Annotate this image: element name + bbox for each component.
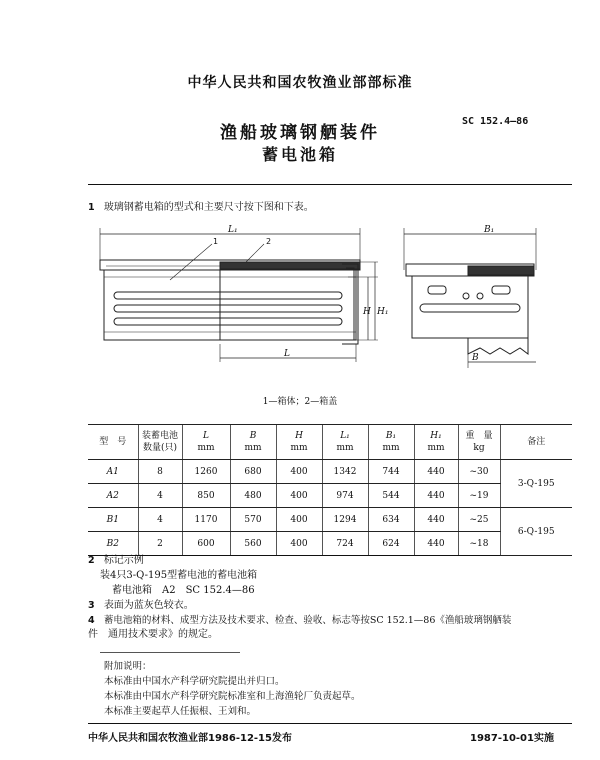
marking-example-line2: 蓄电池箱 A2 SC 152.4—86 [112,585,255,596]
table-header-row [88,425,572,460]
issuing-authority: 中华人民共和国农牧渔业部部标准 [187,75,413,91]
cell-H: 400 [276,484,322,508]
figure-caption: 1—箱体；2—箱盖 [262,397,338,407]
cell-B: 480 [230,484,276,508]
section-1-text: 玻璃钢蓄电箱的型式和主要尺寸按下图和下表。 [103,202,314,213]
side-view [404,228,536,368]
section-2 [88,554,144,568]
dim-label-B1: B₁ [484,225,495,235]
footer-rule [88,723,572,724]
cell-weight: ~30 [458,460,500,484]
cell-L1: 1342 [322,460,368,484]
cell-B: 560 [230,532,276,556]
cell-L1: 974 [322,484,368,508]
table-row [88,460,572,484]
cell-H: 400 [276,508,322,532]
cell-B1: 544 [368,484,414,508]
effective-date: 1987-10-01实施 [470,733,554,744]
header-H1: H₁ mm [414,425,458,460]
cell-model: B1 [88,508,138,532]
section-2-title: 标记示例 [103,555,144,566]
cell-remark: 3-Q-195 [500,460,572,508]
cell-B: 570 [230,508,276,532]
callout-2: 2 [266,237,272,246]
table-row [88,532,572,556]
header-weight: 重 量 kg [458,425,500,460]
cell-qty: 4 [138,508,182,532]
notes-line-3: 本标准主要起草人任振根、王刘和。 [104,706,257,717]
cell-B1: 634 [368,508,414,532]
section-1-number: 1 [88,202,95,213]
callout-1: 1 [213,237,219,246]
notes-title: 附加说明： [104,661,152,672]
standard-number: SC 152.4—86 [462,116,529,127]
cell-model: A2 [88,484,138,508]
section-2-number: 2 [88,555,95,566]
header-L: L mm [182,425,230,460]
header-remark: 备注 [500,425,572,460]
cell-H1: 440 [414,484,458,508]
dim-label-L: L [284,349,290,359]
cell-remark: 6-Q-195 [500,508,572,556]
cell-L: 600 [182,532,230,556]
section-4-number: 4 [88,615,95,626]
section-1 [88,201,314,215]
header-B: B mm [230,425,276,460]
cell-H1: 440 [414,532,458,556]
cell-H: 400 [276,532,322,556]
dim-label-H: H [363,307,371,317]
document-subtitle: 蓄电池箱 [261,145,338,164]
notes-line-1: 本标准由中国水产科学研究院提出并归口。 [104,676,285,687]
section-4-text-line2: 件 通用技术要求》的规定。 [88,629,218,640]
header-H: H mm [276,425,322,460]
notes-rule [100,652,240,653]
battery-box-drawing [88,222,572,388]
cell-model: B2 [88,532,138,556]
cell-H: 400 [276,460,322,484]
cell-qty: 2 [138,532,182,556]
header-rule [88,184,572,185]
section-3-text: 表面为蓝灰色较衣。 [103,600,194,611]
dim-label-L1: L₁ [228,225,238,235]
document-title: 渔船玻璃钢舾装件 [220,123,380,143]
notes-line-2: 本标准由中国水产科学研究院标准室和上海渔轮厂负责起草。 [104,691,361,702]
table-row [88,484,572,508]
cell-L: 1170 [182,508,230,532]
cell-qty: 4 [138,484,182,508]
section-3 [88,599,194,613]
header-L1: L₁ mm [322,425,368,460]
cell-L1: 724 [322,532,368,556]
dim-label-B: B [472,353,479,363]
front-view [100,228,378,362]
cell-weight: ~18 [458,532,500,556]
dim-label-H1: H₁ [377,307,389,317]
cell-model: A1 [88,460,138,484]
cell-B1: 744 [368,460,414,484]
issue-date: 中华人民共和国农牧渔业部1986-12-15发布 [88,733,292,744]
cell-weight: ~25 [458,508,500,532]
header-model: 型 号 [88,425,138,460]
cell-B1: 624 [368,532,414,556]
cell-qty: 8 [138,460,182,484]
section-3-number: 3 [88,600,95,611]
cell-L: 1260 [182,460,230,484]
cell-H1: 440 [414,508,458,532]
header-qty: 装蓄电池 数量(只) [138,425,182,460]
dimensions-table [88,424,572,556]
section-4-text-line1: 蓄电池箱的材料、成型方法及技术要求、检查、验收、标志等按SC 152.1—86《渔船玻璃钢舾装 [103,615,512,626]
cell-weight: ~19 [458,484,500,508]
header-B1: B₁ mm [368,425,414,460]
cell-L1: 1294 [322,508,368,532]
section-4 [88,614,572,628]
cell-H1: 440 [414,460,458,484]
cell-L: 850 [182,484,230,508]
cell-B: 680 [230,460,276,484]
marking-example-line1: 装4只3-Q-195型蓄电池的蓄电池箱 [100,570,258,581]
table-row [88,508,572,532]
